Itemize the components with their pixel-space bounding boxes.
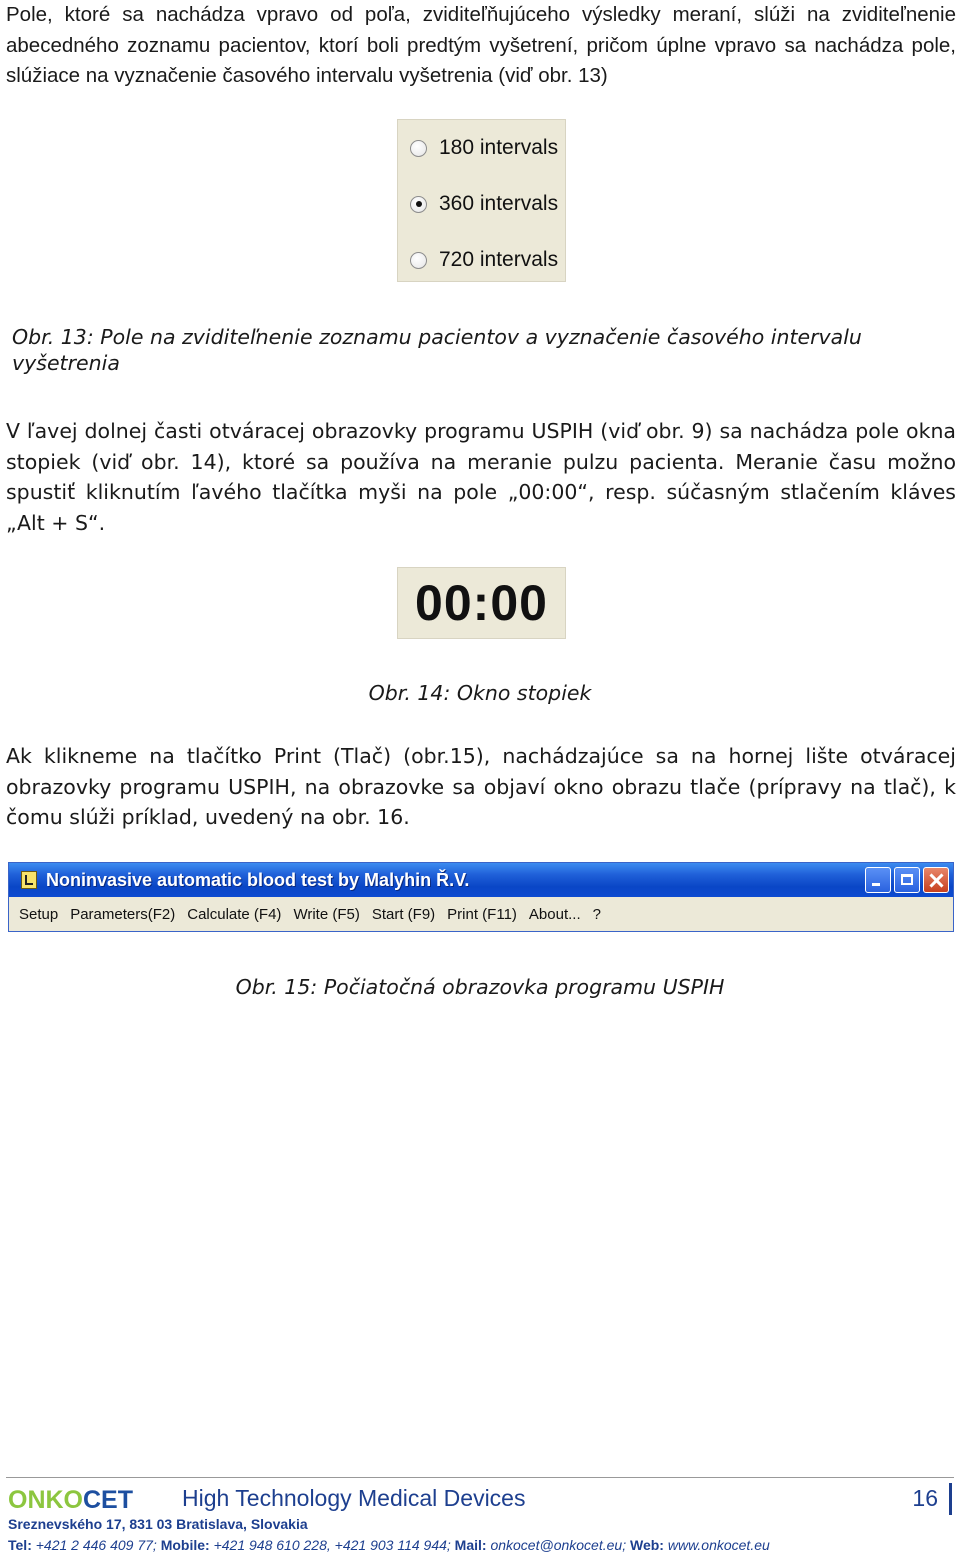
logo-part-cet: CET — [83, 1485, 133, 1514]
radio-label: 720 intervals — [439, 248, 559, 271]
radio-720-intervals[interactable] — [410, 245, 558, 275]
figure-13-caption: Obr. 13: Pole na zviditeľnenie zoznamu pacientov a vyznačenie časového intervalu vyšetrenia — [12, 325, 862, 375]
menu-about[interactable]: About... — [528, 905, 581, 923]
close-button[interactable] — [923, 867, 949, 893]
menu-setup[interactable]: Setup — [19, 905, 59, 923]
menu-print[interactable]: Print (F11) — [447, 905, 517, 923]
figure-14-caption: Obr. 14: Okno stopiek — [368, 681, 592, 705]
radio-button-checked-icon[interactable] — [410, 196, 427, 213]
radio-360-intervals[interactable] — [410, 189, 558, 219]
mobile-value: +421 948 610 228, +421 903 114 944; — [209, 1537, 455, 1553]
menu-parameters[interactable]: Parameters(F2) — [70, 905, 176, 923]
window-titlebar[interactable] — [9, 863, 953, 897]
minimize-button[interactable] — [865, 867, 891, 893]
footer-accent-bar — [949, 1483, 952, 1515]
footer-address: Sreznevského 17, 831 03 Bratislava, Slovakia — [8, 1516, 308, 1532]
footer-title: High Technology Medical Devices — [182, 1485, 526, 1511]
window-title: Noninvasive automatic blood test by Malyhin Ř.V. — [46, 869, 470, 890]
mobile-label: Mobile: — [160, 1537, 210, 1553]
paragraph-print: Ak klikneme na tlačítko Print (Tlač) (obr.15), nachádzajúce sa na hornej lište otváracej obrazovky programu USPIH, na obrazovke sa objaví okno obrazu tlače (prípravy na tlač), k čomu slúži príklad, uvedený na obr. 16. — [6, 744, 956, 829]
web-label: Web: — [629, 1537, 664, 1553]
radio-180-intervals[interactable] — [410, 133, 558, 163]
menu-write[interactable]: Write (F5) — [293, 905, 360, 923]
interval-radio-group — [397, 119, 566, 282]
mail-label: Mail: — [454, 1537, 487, 1553]
stopwatch-field[interactable] — [397, 567, 566, 639]
radio-label: 360 intervals — [439, 192, 559, 215]
maximize-button[interactable] — [894, 867, 920, 893]
radio-label: 180 intervals — [439, 136, 559, 159]
paragraph-intro: Pole, ktoré sa nachádza vpravo od poľa, zviditeľňujúceho výsledky meraní, slúži na zviditeľnenie abecedného zoznamu pacientov, ktorí boli predtým vyšetrení, pričom úplne vpravo sa nachádza pole, slúžiace na vyznačenie časového intervalu vyšetrenia (viď obr. 13) — [6, 3, 956, 87]
logo-part-onko: ONKO — [8, 1485, 83, 1514]
menu-help[interactable]: ? — [592, 905, 601, 923]
tel-value: +421 2 446 409 77; — [31, 1537, 161, 1553]
footer-divider — [6, 1477, 954, 1478]
radio-button-icon[interactable] — [410, 140, 427, 157]
page-number: 16 — [912, 1485, 938, 1511]
menu-calculate[interactable]: Calculate (F4) — [187, 905, 282, 923]
onkocet-logo — [8, 1485, 133, 1514]
figure-15-caption: Obr. 15: Počiatočná obrazovka programu USPIH — [235, 975, 725, 999]
tel-label: Tel: — [8, 1537, 32, 1553]
paragraph-stopwatch: V ľavej dolnej časti otváracej obrazovky programu USPIH (viď obr. 9) sa nachádza pole okna stopiek (viď obr. 14), ktoré sa používa na meranie pulzu pacienta. Meranie času možno spustiť kliknutím ľavého tlačítka myši na pole „00:00“, resp. súčasným stlačením kláves „Alt + S“. — [6, 419, 956, 535]
web-value: www.onkocet.eu — [663, 1537, 770, 1553]
radio-button-icon[interactable] — [410, 252, 427, 269]
menu-start[interactable]: Start (F9) — [371, 905, 436, 923]
stopwatch-time[interactable]: 00:00 — [415, 575, 548, 631]
footer-contact — [8, 1537, 770, 1553]
window-controls — [865, 867, 949, 893]
app-icon — [21, 871, 37, 889]
mail-value: onkocet@onkocet.eu; — [486, 1537, 630, 1553]
menu-bar — [9, 898, 953, 930]
uspih-window — [8, 862, 954, 932]
